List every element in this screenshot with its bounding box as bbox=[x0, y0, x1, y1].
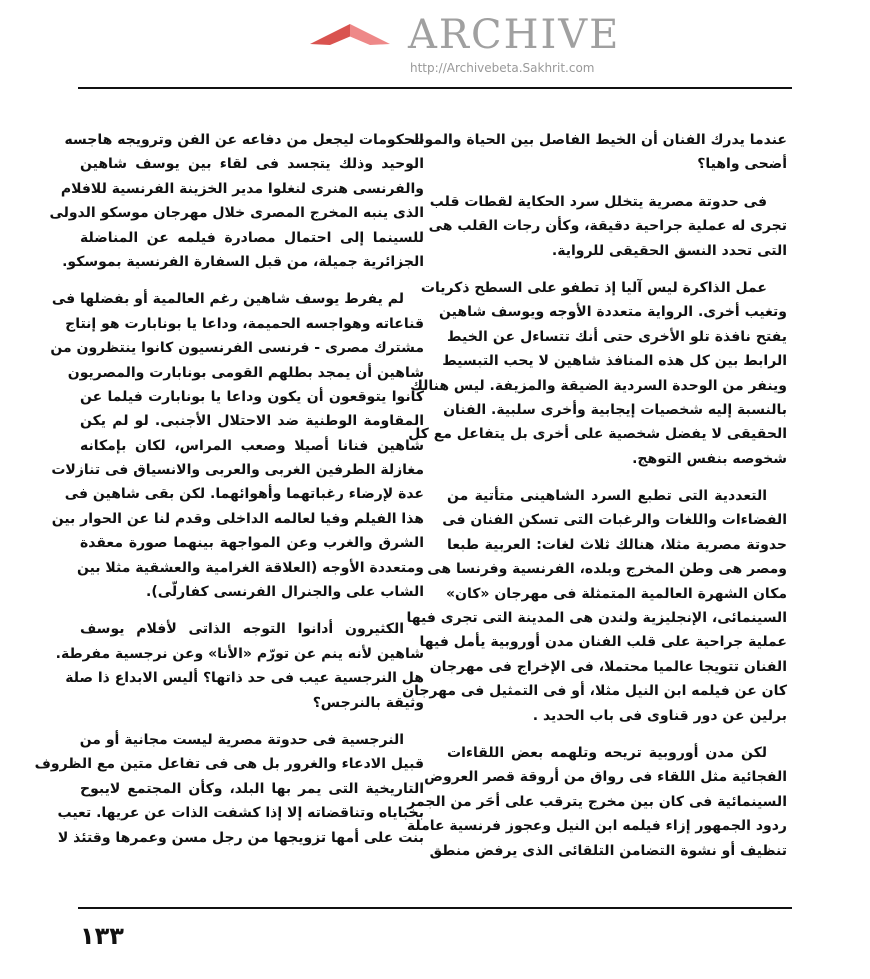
text-line: المقاومة الوطنية ضد الاحتلال الأجنبى. لو لم يكن bbox=[80, 413, 424, 430]
text-line: عدة لإرضاء رغباتهما وأهوائهما. لكن بقى شاهين فى bbox=[64, 486, 424, 503]
paragraph bbox=[402, 484, 787, 728]
text-line: مشترك مصرى - فرنسى الفرنسيون كانوا ينتظرون من bbox=[50, 340, 424, 357]
text-line: وثيقة بالنرجس؟ bbox=[312, 694, 424, 711]
text-line: تجرى له عملية جراحية دقيقة، وكأن رجات القلب هى bbox=[428, 218, 787, 235]
text-line: الرابط بين كل هذه المنافذ شاهين لا يحب التبسيط bbox=[442, 353, 787, 370]
text-line: برلين عن دور قناوى فى باب الحديد . bbox=[532, 707, 787, 724]
text-line: وتغيب أخرى. الرواية متعددة الأوجه ويوسف شاهين bbox=[439, 304, 787, 321]
text-line: حدوتة مصرية مثلا، هنالك ثلاث لغات: العربية طبعا bbox=[447, 536, 787, 553]
page-number: ١٣٣ bbox=[80, 922, 124, 950]
paragraph bbox=[34, 728, 424, 850]
paragraph bbox=[428, 190, 787, 263]
text-line: الشاب على والجنرال الفرنسى كفارلّى). bbox=[146, 584, 424, 601]
text-line: الجزائرية جميلة، من قبل السفارة الفرنسية بموسكو. bbox=[62, 253, 424, 270]
archive-logo-icon bbox=[300, 14, 400, 74]
text-line: التى تحدد النسق الحقيقى للرواية. bbox=[551, 242, 787, 259]
text-line: تنظيف أو نشوة التضامن التلقائى الذى يرفض منطق bbox=[429, 842, 787, 859]
text-line: مغازلة الطرفين الغربى والعربى والانسياق فى تنازلات bbox=[51, 462, 424, 479]
text-line: قناعاته وهواجسه الحميمة، وداعا يا بونابارت هو إنتاج bbox=[65, 315, 424, 332]
text-line: لم يفرط يوسف شاهين رغم العالمية أو بفضلها فى bbox=[51, 291, 404, 308]
text-line: التاريخية التى يمر بها البلد، وكأن المجتمع لايبوح bbox=[80, 780, 424, 797]
top-rule bbox=[78, 87, 792, 89]
text-line: ومصر هى وطن المخرج وبلده، الفرنسية وفرنسا هى bbox=[427, 561, 787, 578]
text-line: ردود الجمهور إزاء فيلمه ابن النيل وعجوز فرنسية عاملة bbox=[406, 818, 787, 835]
text-line: والفرنسى هنرى لنغلوا مدير الخزينة الفرنسية للافلام bbox=[60, 180, 424, 197]
text-line: شاهين لأنه ينم عن تورّم «الأنا» وعن نرجسية مفرطة. bbox=[55, 645, 424, 662]
paragraph bbox=[408, 276, 787, 471]
text-line: للسينما إلى احتمال مصادرة فيلمه عن المناضلة bbox=[80, 229, 424, 246]
text-line: الفنان تتويجا عالميا محتملا، فى الإخراج فى مهرجان bbox=[429, 658, 787, 675]
text-line: كانوا يتوقعون أن يكون وداعا يا بونابارت فيلما عن bbox=[80, 388, 424, 405]
paragraph bbox=[50, 287, 424, 604]
text-line: شاهين أن يمجد بطلهم القومى بونابارت والمصريون bbox=[67, 364, 424, 381]
text-line: الشرق والغرب وعن المواجهة بينهما صورة معقدة bbox=[80, 535, 424, 552]
text-line: الوحيد وذلك يتجسد فى لقاء بين يوسف شاهين bbox=[80, 156, 424, 173]
text-line: ومتعددة الأوجه (العلاقة الغرامية والعشقية مثلا بين bbox=[76, 559, 424, 576]
paragraph bbox=[49, 128, 424, 274]
text-line: يفتح نافذة تلو الأخرى حتى أنك تتساءل عن الخيط bbox=[447, 328, 787, 345]
text-line: الفجائية مثل اللقاء فى رواق من أروقة قصر العروض bbox=[424, 769, 787, 786]
text-line: أضحى واهيا؟ bbox=[697, 156, 787, 173]
text-line: عمل الذاكرة ليس آليا إذ تطفو على السطح ذكريات bbox=[420, 279, 767, 296]
paragraph bbox=[55, 617, 424, 715]
text-line: الفضاءات واللغات والرغبات التى تسكن الفنان فى bbox=[442, 512, 787, 529]
text-line: هل النرجسية عيب فى حد ذاتها؟ أليس الابداع ذا صلة bbox=[65, 670, 424, 687]
text-line: السينمائية فى كان بين مخرج يترقب على أحَر من الجمر bbox=[407, 793, 787, 810]
text-line: فى حدوتة مصرية يتخلل سرد الحكاية لقطات قلب bbox=[429, 193, 767, 210]
text-line: عندما يدرك الفنان أن الخيط الفاصل بين الحياة والموت bbox=[410, 132, 787, 148]
watermark-brand: ARCHIVE bbox=[408, 12, 621, 58]
paragraph bbox=[406, 741, 787, 863]
text-line: مكان الشهرة العالمية المتمثلة فى مهرجان «كان» bbox=[446, 585, 787, 602]
text-line: بالنسبة إليه شخصيات إيجابية وأخرى سلبية. الفنان bbox=[443, 401, 787, 418]
right-column bbox=[402, 128, 787, 876]
text-line: الذى ينبه المخرج المصرى خلال مهرجان موسكو الدولى bbox=[49, 205, 424, 222]
text-line: السينمائى، الإنجليزية ولندن هى المدينة التى تجرى فيها bbox=[406, 610, 787, 627]
bottom-rule bbox=[78, 907, 792, 909]
text-line: قبيل الادعاء والغرور بل هى فى تفاعل متين مع الظروف bbox=[34, 756, 424, 773]
text-line: كان عن فيلمه ابن النيل مثلا، أو فى التمثيل فى مهرجان bbox=[402, 683, 787, 700]
text-line: لكن مدن أوروبية تريحه وتلهمه بعض اللقاءات bbox=[447, 744, 767, 761]
text-line: هذا الفيلم وفيا لعالمه الداخلى وقدم لنا عن الحوار بين bbox=[51, 510, 424, 527]
text-line: الحكومات ليجعل من دفاعه عن الفن وترويجه هاجسه bbox=[64, 132, 424, 148]
watermark-url: http://Archivebeta.Sakhrit.com bbox=[410, 61, 595, 75]
text-line: بخباياه وتناقضاته إلا إذا كشفت الذات عن عريها. تعيب bbox=[57, 805, 424, 822]
left-column bbox=[34, 128, 424, 863]
text-line: وينفر من الوحدة السردية الضيقة والمزيفة. ليس هنالك bbox=[410, 377, 787, 394]
text-line: شاهين فنانا أصيلا وصعب المراس، لكان بإمكانه bbox=[80, 437, 424, 454]
text-line: النرجسية فى حدوتة مصرية ليست مجانية أو من bbox=[79, 731, 404, 748]
text-line: الكثيرون أدانوا التوجه الذاتى لأفلام يوسف bbox=[80, 621, 404, 638]
text-line: عملية جراحية على قلب الفنان مدن أوروبية يأمل فيها bbox=[419, 634, 787, 651]
text-line: الحقيقى لا يفضل شخصية على أخرى بل يتفاعل مع كل bbox=[408, 426, 787, 443]
text-line: التعددية التى تطبع السرد الشاهينى متأتية من bbox=[447, 488, 767, 505]
paragraph bbox=[410, 128, 787, 177]
text-line: شخوصه بنفس التوهج. bbox=[632, 450, 787, 467]
text-line: بنت على أمها تزويجها من رجل مسن وعمرها وقتئذ لا bbox=[57, 829, 424, 846]
